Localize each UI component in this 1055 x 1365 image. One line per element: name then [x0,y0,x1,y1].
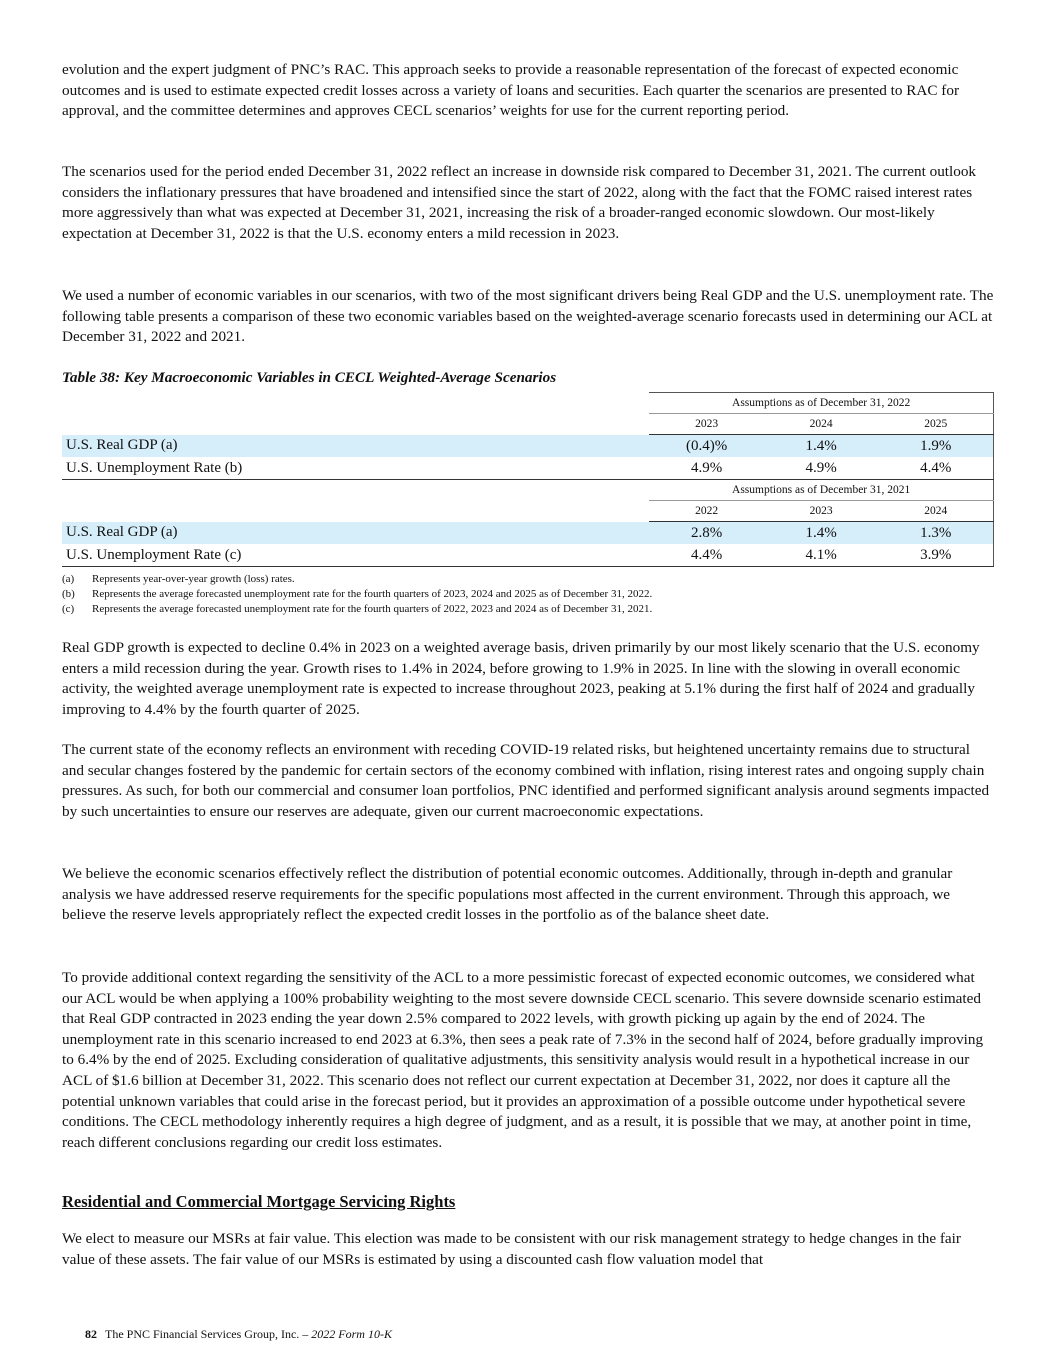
cell-value: (0.4)% [649,435,764,458]
cell-value: 4.9% [649,457,764,480]
table-year-row [62,501,994,522]
table-group-header-2021 [62,480,994,501]
footnote: (c) Represents the average forecasted unemployment rate for the fourth quarters of 2022, 2023 and 2024 as of December 31, 2021. [62,603,653,615]
row-label: U.S. Unemployment Rate (c) [62,544,649,567]
paragraph-msr-fair-value: We elect to measure our MSRs at fair value. This election was made to be consistent with our risk management strategy to hedge changes in the fair value of these assets. The fair value of our MSRs is estimated by using a discounted cash flow valuation model that [62,1230,961,1268]
group-header: Assumptions as of December 31, 2022 [649,393,993,414]
table-footnotes [62,572,652,617]
cell-value: 4.9% [764,457,879,480]
section-heading: Residential and Commercial Mortgage Servicing Rights [62,1192,456,1211]
footer-company: The PNC Financial Services Group, Inc. – [105,1327,309,1341]
paragraph-scenario-belief: We believe the economic scenarios effectively reflect the distribution of potential economic outcomes. Additionally, through in-depth and granular analysis we have addressed reserve requirements for the specific populations most affected in the current environment. Through this approach, we believe the reserve levels appropriately reflect the expected credit losses in the portfolio as of the balance sheet date. [62,865,953,924]
row-label: U.S. Real GDP (a) [62,522,649,545]
footnote: (b) Represents the average forecasted unemployment rate for the fourth quarters of 2023, 2024 and 2025 as of December 31, 2022. [62,588,653,600]
paragraph-downside-risk: The scenarios used for the period ended December 31, 2022 reflect an increase in downside risk compared to December 31, 2021. The current outlook considers the inflationary pressures that have broadened and intensified since the start of 2022, along with the fact that the FOMC raised interest rates more aggressively than what was expected at December 31, 2021, increasing the risk of a broader-ranged economic slowdown. Our most-likely expectation at December 31, 2022 is that the U.S. economy enters a mild recession in 2023. [62,163,977,242]
year-header: 2023 [649,414,764,435]
cell-value: 1.4% [764,522,879,545]
table-row [62,544,994,567]
page-footer [85,1327,392,1342]
table-group-header-2022 [62,393,994,414]
cell-value: 4.4% [649,544,764,567]
year-header: 2023 [764,501,879,522]
table-year-row [62,414,994,435]
paragraph-economy-state: The current state of the economy reflects an environment with receding COVID-19 related risks, but heightened uncertainty remains due to structural and secular changes fostered by the pandemic for certain sectors of the economy combined with inflation, rising interest rates and ongoing supply chain pressures. As such, for both our commercial and consumer loan portfolios, PNC identified and performed significant analysis around segments impacted by such uncertainties to ensure our reserves are adequate, given our current macroeconomic expectations. [62,741,990,820]
cell-value: 4.4% [878,457,993,480]
cell-value: 1.4% [764,435,879,458]
cell-value: 4.1% [764,544,879,567]
group-header: Assumptions as of December 31, 2021 [649,480,993,501]
paragraph-gdp-outlook: Real GDP growth is expected to decline 0.4% in 2023 on a weighted average basis, driven primarily by our most likely scenario that the U.S. economy enters a mild recession during the year. Growth rises to 1.4% in 2024, before growing to 1.9% in 2025. In line with the slowing in overall economic activity, the weighted average unemployment rate is expected to increase throughout 2023, peaking at 5.1% during the first half of 2024 and gradually improving to 4.4% by the fourth quarter of 2025. [62,639,980,718]
table-row [62,435,994,458]
cell-value: 3.9% [878,544,993,567]
table-row [62,522,994,545]
year-header: 2022 [649,501,764,522]
table-title: Table 38: Key Macroeconomic Variables in CECL Weighted-Average Scenarios [62,369,557,386]
year-header: 2025 [878,414,993,435]
macroeconomic-variables-table [62,392,994,567]
year-header: 2024 [878,501,993,522]
row-label: U.S. Unemployment Rate (b) [62,457,649,480]
cell-value: 2.8% [649,522,764,545]
year-header: 2024 [764,414,879,435]
footnote: (a) Represents year-over-year growth (loss) rates. [62,573,295,585]
paragraph-sensitivity: To provide additional context regarding the sensitivity of the ACL to a more pessimistic forecast of expected economic outcomes, we considered what our ACL would be when applying a 100% probability weighting to the most severe downside CECL scenario. This severe downside scenario estimated that Real GDP contracted in 2023 ending the year down 2.5% compared to 2022 levels, with growth picking up again by the end of 2024. The unemployment rate in this scenario increased to end 2023 at 6.3%, then sees a peak rate of 7.3% in the second half of 2024, before gradually improving to 6.4% by the end of 2025. Excluding consideration of qualitative adjustments, this sensitivity analysis would result in a hypothetical increase in our ACL of $1.6 billion at December 31, 2022. This scenario does not reflect our current expectation at December 31, 2022, nor does it capture all the potential unknown variables that could arise in the forecast period, but it provides an approximation of a possible outcome under hypothetical severe conditions. The CECL methodology inherently requires a high degree of judgment, and as a result, it is possible that we may, at another point in time, reach different conclusions regarding our credit loss estimates. [62,969,984,1151]
table-row [62,457,994,480]
cell-value: 1.9% [878,435,993,458]
paragraph-rac-approach: evolution and the expert judgment of PNC’s RAC. This approach seeks to provide a reasonable representation of the forecast of expected economic outcomes and is used to estimate expected credit losses across a variety of loans and securities. Each quarter the scenarios are presented to RAC for approval, and the committee determines and approves CECL scenarios’ weights for use for the current reporting period. [62,61,960,120]
paragraph-economic-variables: We used a number of economic variables in our scenarios, with two of the most significant drivers being Real GDP and the U.S. unemployment rate. The following table presents a comparison of these two economic variables based on the weighted-average scenario forecasts used in determining our ACL at December 31, 2022 and 2021. [62,287,994,346]
cell-value: 1.3% [878,522,993,545]
footer-form: 2022 Form 10-K [311,1327,392,1341]
row-label: U.S. Real GDP (a) [62,435,649,458]
page-number: 82 [85,1327,97,1341]
